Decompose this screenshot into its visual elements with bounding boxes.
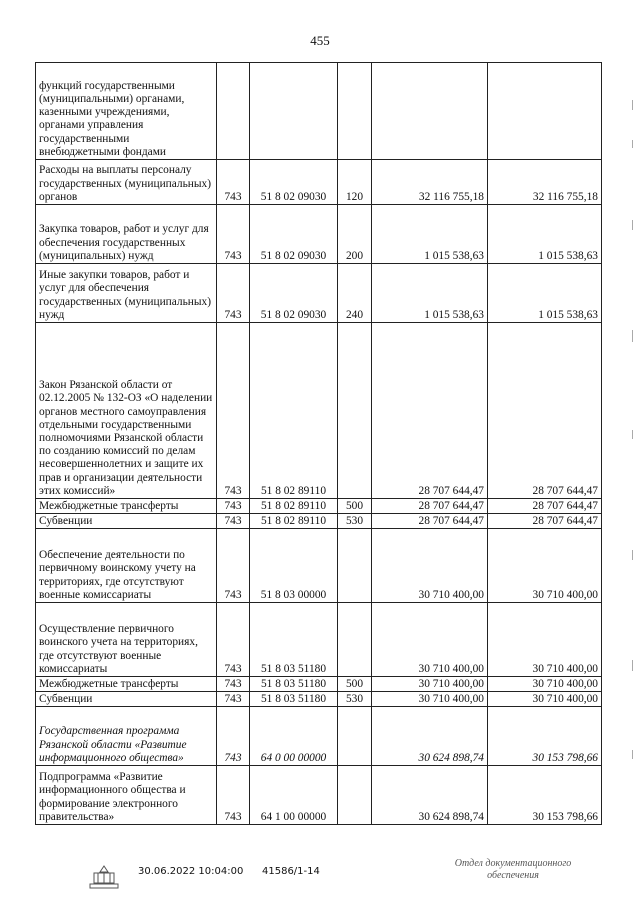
cell-s1: 30 710 400,00 xyxy=(372,529,488,603)
cell-csr: 51 8 02 09030 xyxy=(250,160,338,205)
table-row xyxy=(36,677,602,692)
cell-s1: 32 116 755,18 xyxy=(372,160,488,205)
cell-grbs: 743 xyxy=(217,677,250,692)
cell-vr: 530 xyxy=(338,692,372,707)
cell-name: Подпрограмма «Развитие информационного общества и формирование электронного правительства» xyxy=(36,766,217,825)
cell-s1: 28 707 644,47 xyxy=(372,499,488,514)
cell-s1: 30 624 898,74 xyxy=(372,707,488,766)
cell-s2: 30 710 400,00 xyxy=(488,677,602,692)
cell-name: Государственная программа Рязанской области «Развитие информационного общества» xyxy=(36,707,217,766)
cell-name: Закон Рязанской области от 02.12.2005 № 132-ОЗ «О наделении органов местного самоуправления отдельными государственными полномочиями Рязанской области по созданию комиссий по делам несовершеннолетних и защите их прав и организации деятельности этих комиссий» xyxy=(36,323,217,499)
cell-csr xyxy=(250,63,338,160)
table-row xyxy=(36,707,602,766)
cell-vr: 530 xyxy=(338,514,372,529)
cell-s2: 28 707 644,47 xyxy=(488,323,602,499)
cell-csr: 51 8 02 09030 xyxy=(250,205,338,264)
cell-grbs: 743 xyxy=(217,529,250,603)
page-footer xyxy=(0,858,640,901)
cell-name: Межбюджетные трансферты xyxy=(36,677,217,692)
cell-grbs: 743 xyxy=(217,514,250,529)
table-row xyxy=(36,264,602,323)
cell-s2: 30 153 798,66 xyxy=(488,766,602,825)
cell-grbs: 743 xyxy=(217,707,250,766)
footer-doc-id: 41586/1-14 xyxy=(262,866,320,877)
cell-s2: 30 153 798,66 xyxy=(488,707,602,766)
cell-grbs: 743 xyxy=(217,766,250,825)
cell-name: Субвенции xyxy=(36,514,217,529)
margin-marks xyxy=(631,100,635,800)
footer-datetime: 30.06.2022 10:04:00 xyxy=(138,866,244,877)
cell-csr: 64 1 00 00000 xyxy=(250,766,338,825)
cell-vr xyxy=(338,529,372,603)
cell-grbs: 743 xyxy=(217,323,250,499)
cell-grbs: 743 xyxy=(217,603,250,677)
cell-name: Субвенции xyxy=(36,692,217,707)
cell-name: Обеспечение деятельности по первичному воинскому учету на территориях, где отсутствуют военные комиссариаты xyxy=(36,529,217,603)
table-row xyxy=(36,160,602,205)
cell-vr: 200 xyxy=(338,205,372,264)
cell-vr: 120 xyxy=(338,160,372,205)
cell-s2 xyxy=(488,63,602,160)
cell-vr xyxy=(338,603,372,677)
cell-s1 xyxy=(372,63,488,160)
cell-name: Закупка товаров, работ и услуг для обеспечения государственных (муниципальных) нужд xyxy=(36,205,217,264)
cell-vr: 240 xyxy=(338,264,372,323)
cell-grbs: 743 xyxy=(217,692,250,707)
cell-grbs: 743 xyxy=(217,499,250,514)
table-row xyxy=(36,692,602,707)
cell-s1: 28 707 644,47 xyxy=(372,323,488,499)
cell-csr: 51 8 02 89110 xyxy=(250,499,338,514)
cell-vr xyxy=(338,323,372,499)
cell-grbs: 743 xyxy=(217,264,250,323)
footer-department: Отдел документационного обеспечения xyxy=(454,858,572,881)
cell-vr xyxy=(338,63,372,160)
table-row xyxy=(36,529,602,603)
cell-name: Межбюджетные трансферты xyxy=(36,499,217,514)
cell-s2: 30 710 400,00 xyxy=(488,603,602,677)
cell-s2: 30 710 400,00 xyxy=(488,692,602,707)
cell-grbs: 743 xyxy=(217,205,250,264)
cell-s2: 30 710 400,00 xyxy=(488,529,602,603)
table-row xyxy=(36,63,602,160)
cell-grbs: 743 xyxy=(217,160,250,205)
cell-s1: 1 015 538,63 xyxy=(372,205,488,264)
cell-s2: 1 015 538,63 xyxy=(488,264,602,323)
table-row xyxy=(36,766,602,825)
cell-name: Расходы на выплаты персоналу государственных (муниципальных) органов xyxy=(36,160,217,205)
cell-name: функций государственными (муниципальными) органами, казенными учреждениями, органами управления государственными внебюджетными фондами xyxy=(36,63,217,160)
cell-s2: 28 707 644,47 xyxy=(488,514,602,529)
budget-table-body xyxy=(36,63,602,825)
cell-s2: 32 116 755,18 xyxy=(488,160,602,205)
table-row xyxy=(36,499,602,514)
table-row xyxy=(36,205,602,264)
cell-s1: 28 707 644,47 xyxy=(372,514,488,529)
cell-grbs xyxy=(217,63,250,160)
page-number: 455 xyxy=(310,33,330,48)
cell-csr: 51 8 03 00000 xyxy=(250,529,338,603)
table-row xyxy=(36,323,602,499)
cell-name: Иные закупки товаров, работ и услуг для обеспечения государственных (муниципальных) нужд xyxy=(36,264,217,323)
cell-vr xyxy=(338,707,372,766)
cell-csr: 51 8 03 51180 xyxy=(250,677,338,692)
cell-csr: 51 8 02 89110 xyxy=(250,514,338,529)
cell-s1: 30 710 400,00 xyxy=(372,603,488,677)
cell-s1: 30 710 400,00 xyxy=(372,692,488,707)
cell-csr: 51 8 03 51180 xyxy=(250,692,338,707)
cell-s1: 30 710 400,00 xyxy=(372,677,488,692)
building-emblem-icon xyxy=(86,863,122,893)
cell-s1: 30 624 898,74 xyxy=(372,766,488,825)
cell-s2: 1 015 538,63 xyxy=(488,205,602,264)
cell-csr: 51 8 02 89110 xyxy=(250,323,338,499)
cell-s1: 1 015 538,63 xyxy=(372,264,488,323)
budget-table xyxy=(35,62,602,825)
cell-csr: 51 8 03 51180 xyxy=(250,603,338,677)
cell-vr: 500 xyxy=(338,677,372,692)
cell-vr xyxy=(338,766,372,825)
cell-name: Осуществление первичного воинского учета на территориях, где отсутствуют военные комиссариаты xyxy=(36,603,217,677)
table-row xyxy=(36,603,602,677)
table-row xyxy=(36,514,602,529)
cell-s2: 28 707 644,47 xyxy=(488,499,602,514)
cell-csr: 51 8 02 09030 xyxy=(250,264,338,323)
cell-vr: 500 xyxy=(338,499,372,514)
cell-csr: 64 0 00 00000 xyxy=(250,707,338,766)
